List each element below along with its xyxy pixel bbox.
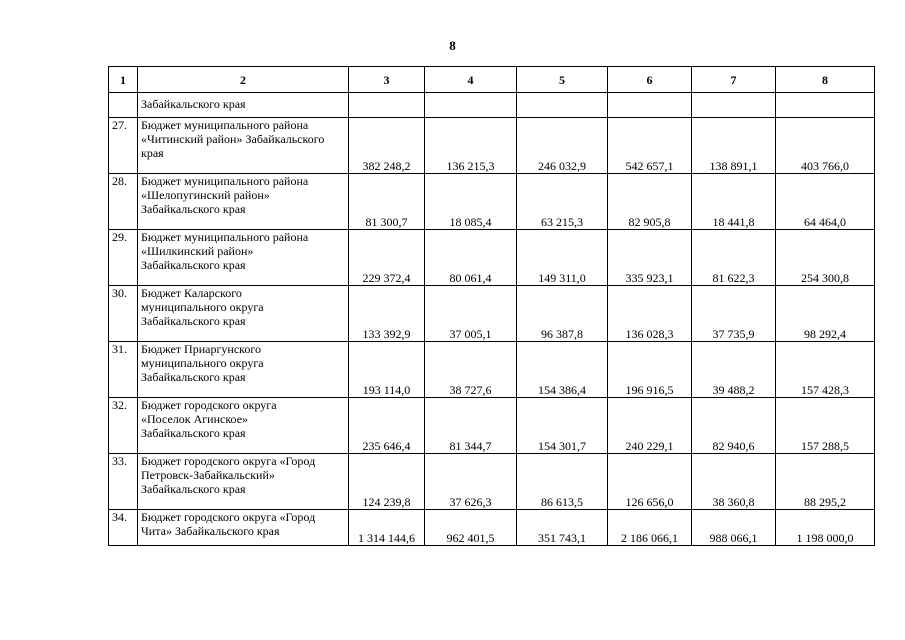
value-cell: 138 891,1 [692, 118, 776, 174]
value-cell: 136 028,3 [608, 286, 692, 342]
value-cell: 254 300,8 [776, 230, 875, 286]
row-name-line: Бюджет городского округа [141, 398, 277, 412]
value-cell: 335 923,1 [608, 230, 692, 286]
value-cell: 196 916,5 [608, 342, 692, 398]
value-cell: 37 005,1 [425, 286, 517, 342]
row-number: 27. [109, 118, 138, 174]
table-row [109, 286, 875, 342]
row-name [138, 510, 349, 546]
table-cell [517, 93, 608, 118]
table-row [109, 118, 875, 174]
value-cell: 98 292,4 [776, 286, 875, 342]
value-cell: 38 727,6 [425, 342, 517, 398]
table-row [109, 454, 875, 510]
value-cell: 64 464,0 [776, 174, 875, 230]
row-name-line: края [141, 146, 164, 160]
column-header: 2 [138, 67, 349, 93]
value-cell: 962 401,5 [425, 510, 517, 546]
row-number: 34. [109, 510, 138, 546]
row-number: 32. [109, 398, 138, 454]
value-cell: 81 622,3 [692, 230, 776, 286]
value-cell: 193 114,0 [349, 342, 425, 398]
row-name [138, 174, 349, 230]
column-header: 1 [109, 67, 138, 93]
value-cell: 82 940,6 [692, 398, 776, 454]
value-cell: 229 372,4 [349, 230, 425, 286]
value-cell: 96 387,8 [517, 286, 608, 342]
table-row [109, 398, 875, 454]
table-row-continuation [109, 93, 875, 118]
table-cell [349, 93, 425, 118]
value-cell: 382 248,2 [349, 118, 425, 174]
value-cell: 988 066,1 [692, 510, 776, 546]
value-cell: 81 344,7 [425, 398, 517, 454]
table-cell [776, 93, 875, 118]
value-cell: 80 061,4 [425, 230, 517, 286]
value-cell: 18 441,8 [692, 174, 776, 230]
value-cell: 1 198 000,0 [776, 510, 875, 546]
row-name-line: муниципального округа [141, 300, 264, 314]
row-name-line: «Шелопугинский район» [141, 188, 270, 202]
value-cell: 86 613,5 [517, 454, 608, 510]
value-cell: 235 646,4 [349, 398, 425, 454]
value-cell: 157 428,3 [776, 342, 875, 398]
row-name [138, 118, 349, 174]
value-cell: 351 743,1 [517, 510, 608, 546]
column-header: 3 [349, 67, 425, 93]
page-number: 8 [449, 38, 456, 53]
table-row [109, 342, 875, 398]
row-name-line: «Поселок Агинское» [141, 412, 249, 426]
value-cell: 136 215,3 [425, 118, 517, 174]
table-header-row [109, 67, 875, 93]
value-cell: 37 626,3 [425, 454, 517, 510]
table-body [109, 93, 875, 546]
value-cell: 154 301,7 [517, 398, 608, 454]
row-name-line: Забайкальского края [141, 202, 246, 216]
row-name [138, 342, 349, 398]
value-cell: 542 657,1 [608, 118, 692, 174]
value-cell: 246 032,9 [517, 118, 608, 174]
table-row [109, 230, 875, 286]
row-name-line: Бюджет муниципального района [141, 230, 309, 244]
value-cell: 154 386,4 [517, 342, 608, 398]
value-cell: 149 311,0 [517, 230, 608, 286]
row-number: 28. [109, 174, 138, 230]
table-row [109, 174, 875, 230]
column-header: 5 [517, 67, 608, 93]
budget-table [108, 66, 875, 546]
value-cell: 63 215,3 [517, 174, 608, 230]
value-cell: 240 229,1 [608, 398, 692, 454]
row-name-line: Забайкальского края [141, 426, 246, 440]
row-name [138, 398, 349, 454]
column-header: 6 [608, 67, 692, 93]
table-cell [608, 93, 692, 118]
value-cell: 82 905,8 [608, 174, 692, 230]
row-number [109, 93, 138, 118]
row-name [138, 230, 349, 286]
row-number: 30. [109, 286, 138, 342]
value-cell: 2 186 066,1 [608, 510, 692, 546]
value-cell: 124 239,8 [349, 454, 425, 510]
value-cell: 81 300,7 [349, 174, 425, 230]
row-number: 29. [109, 230, 138, 286]
row-name-line: Бюджет Приаргунского [141, 342, 261, 356]
row-name-line: муниципального округа [141, 356, 264, 370]
table-cell [425, 93, 517, 118]
value-cell: 39 488,2 [692, 342, 776, 398]
table-cell [692, 93, 776, 118]
row-name: Забайкальского края [138, 93, 349, 118]
row-name-line: Забайкальского края [141, 370, 246, 384]
row-number: 33. [109, 454, 138, 510]
row-name-line: Забайкальского края [141, 314, 246, 328]
row-name-line: «Читинский район» Забайкальского [141, 132, 325, 146]
row-name [138, 454, 349, 510]
value-cell: 37 735,9 [692, 286, 776, 342]
row-name-line: Бюджет городского округа «Город [141, 454, 316, 468]
value-cell: 133 392,9 [349, 286, 425, 342]
row-name-line: Бюджет муниципального района [141, 174, 309, 188]
row-name-line: Бюджет муниципального района [141, 118, 309, 132]
value-cell: 126 656,0 [608, 454, 692, 510]
value-cell: 18 085,4 [425, 174, 517, 230]
row-name-line: «Шилкинский район» [141, 244, 254, 258]
row-name [138, 286, 349, 342]
row-name-line: Петровск-Забайкальский» [141, 468, 275, 482]
row-name-line: Забайкальского края [141, 258, 246, 272]
row-name-line: Бюджет городского округа «Город [141, 510, 316, 524]
table-row [109, 510, 875, 546]
row-name-line: Забайкальского края [141, 482, 246, 496]
column-header: 7 [692, 67, 776, 93]
column-header: 4 [425, 67, 517, 93]
column-header: 8 [776, 67, 875, 93]
row-name-line: Чита» Забайкальского края [141, 524, 280, 538]
value-cell: 157 288,5 [776, 398, 875, 454]
value-cell: 38 360,8 [692, 454, 776, 510]
row-number: 31. [109, 342, 138, 398]
row-name-line: Бюджет Каларского [141, 286, 242, 300]
value-cell: 88 295,2 [776, 454, 875, 510]
value-cell: 403 766,0 [776, 118, 875, 174]
value-cell: 1 314 144,6 [349, 510, 425, 546]
